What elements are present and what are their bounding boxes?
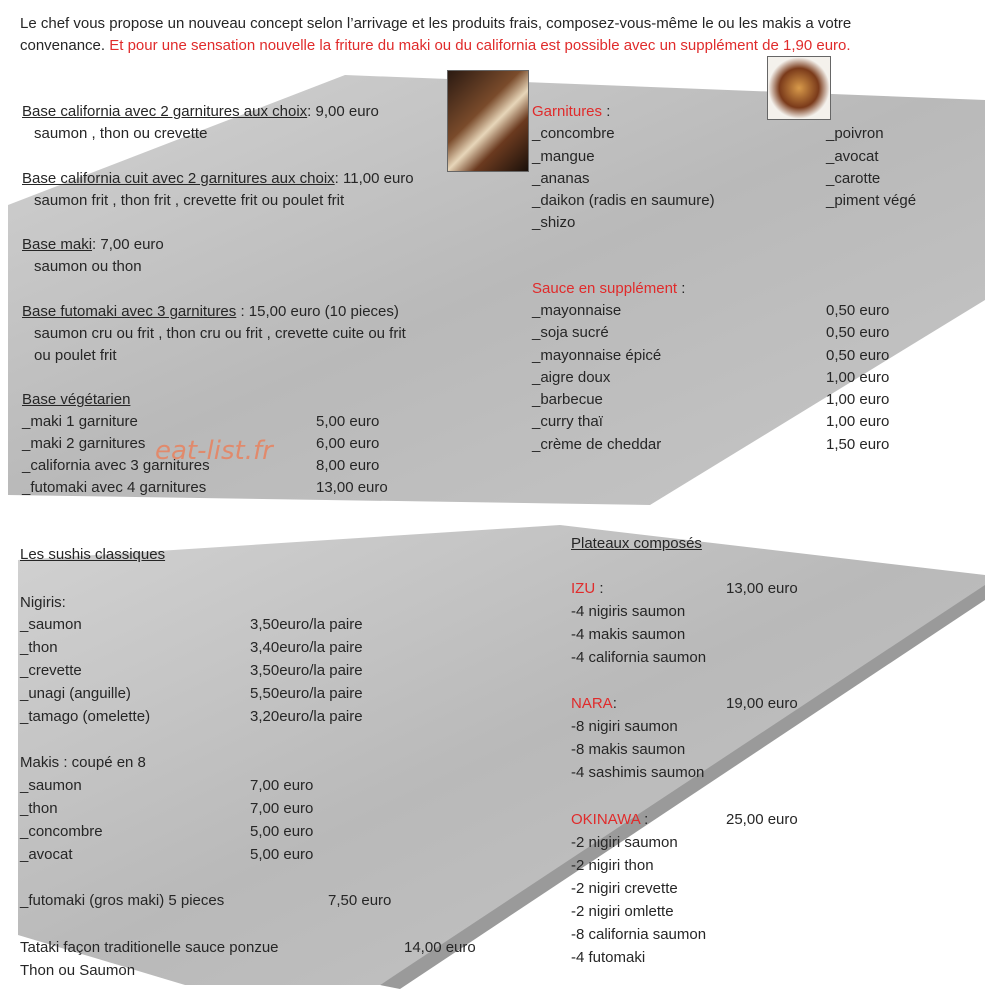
tataki-item: Tataki façon traditionelle sauce ponzue — [20, 939, 279, 956]
maki-item: _concombre — [20, 823, 103, 840]
intro-line-2 — [20, 36, 851, 56]
base-price: : 9,00 euro — [307, 103, 379, 120]
garniture-item: _mangue — [532, 148, 595, 165]
sauce-price: 0,50 euro — [826, 347, 890, 364]
plateau-price: 13,00 euro — [726, 580, 798, 597]
sauce-price: 1,00 euro — [826, 413, 890, 430]
garniture-item: _piment végé — [826, 192, 917, 209]
plateau-item: -2 nigiri crevette — [571, 880, 678, 897]
base-detail: saumon cru ou frit , thon cru ou frit , crevette cuite ou frit — [34, 325, 406, 342]
colon: : — [595, 580, 604, 597]
plateau-item: -8 makis saumon — [571, 741, 686, 758]
watermark: eat-list.fr — [155, 436, 273, 466]
plateau-item: -8 nigiri saumon — [571, 718, 678, 735]
sauce-label: Sauce en supplément — [532, 280, 678, 297]
base-title: Base california avec 2 garnitures aux choix — [22, 103, 308, 120]
veg-price: 13,00 euro — [316, 479, 388, 496]
nigiri-item: _tamago (omelette) — [20, 708, 151, 725]
maki-price: 5,00 euro — [250, 846, 314, 863]
nigiri-item: _saumon — [20, 616, 82, 633]
veg-item: _futomaki avec 4 garnitures — [22, 479, 207, 496]
makis-title: Makis : coupé en 8 — [20, 754, 146, 771]
sauce-item: _mayonnaise épicé — [532, 347, 662, 364]
intro-line-1: Le chef vous propose un nouveau concept selon l’arrivage et les produits frais, composez-vous-même le ou les makis a votre — [20, 15, 852, 32]
base-california-cuit — [22, 169, 414, 189]
colon: : — [612, 695, 617, 712]
plateau-name — [571, 579, 604, 599]
plateau-label: NARA — [571, 695, 613, 712]
plateau-item: -8 california saumon — [571, 926, 707, 943]
nigiris-title: Nigiris: — [20, 594, 66, 611]
sauce-item: _crème de cheddar — [532, 436, 662, 453]
nigiri-price: 3,50euro/la paire — [250, 616, 363, 633]
plateau-name — [571, 810, 648, 830]
maki-item: _thon — [20, 800, 58, 817]
base-detail: saumon ou thon — [34, 258, 142, 275]
nigiri-item: _crevette — [20, 662, 82, 679]
sauce-item: _aigre doux — [532, 369, 611, 386]
garniture-item: _carotte — [826, 170, 881, 187]
base-detail: saumon , thon ou crevette — [34, 125, 208, 142]
garniture-item: _concombre — [532, 125, 615, 142]
plateau-name — [571, 694, 617, 714]
plateau-label: IZU — [571, 580, 596, 597]
maki-item: _avocat — [20, 846, 73, 863]
plateau-label: OKINAWA — [571, 811, 640, 828]
maki-price: 7,00 euro — [250, 777, 314, 794]
plateau-item: -4 nigiris saumon — [571, 603, 686, 620]
intro-red: Et pour une sensation nouvelle la friture du maki ou du california est possible avec un supplément de 1,90 euro. — [109, 37, 851, 54]
sauce-price: 0,50 euro — [826, 324, 890, 341]
sauce-price: 1,00 euro — [826, 369, 890, 386]
maki-item: _saumon — [20, 777, 82, 794]
tataki-sub: Thon ou Saumon — [20, 962, 136, 979]
sauce-price: 1,00 euro — [826, 391, 890, 408]
tataki-price: 14,00 euro — [404, 939, 476, 956]
veg-item: _maki 1 garniture — [22, 413, 138, 430]
futomaki-price: 7,50 euro — [328, 892, 392, 909]
nigiri-price: 3,20euro/la paire — [250, 708, 363, 725]
maki-price: 7,00 euro — [250, 800, 314, 817]
base-title: Base california cuit avec 2 garnitures aux choix — [22, 170, 335, 187]
nigiri-item: _unagi (anguille) — [20, 685, 131, 702]
garniture-item: _poivron — [826, 125, 884, 142]
plateau-item: -4 sashimis saumon — [571, 764, 705, 781]
colon: : — [602, 103, 611, 120]
classiques-title: Les sushis classiques — [20, 546, 166, 563]
base-price: : 7,00 euro — [92, 236, 164, 253]
sauce-item: _mayonnaise — [532, 302, 622, 319]
plateau-price: 19,00 euro — [726, 695, 798, 712]
garnitures-label: Garnitures — [532, 103, 603, 120]
plateau-price: 25,00 euro — [726, 811, 798, 828]
base-price: : 15,00 euro (10 pieces) — [236, 303, 399, 320]
nigiri-price: 3,40euro/la paire — [250, 639, 363, 656]
sushi-photo-right — [767, 56, 831, 120]
base-detail-2: ou poulet frit — [34, 347, 117, 364]
plateau-item: -4 california saumon — [571, 649, 707, 666]
base-maki — [22, 235, 164, 255]
sushi-photo-left — [447, 70, 529, 172]
colon: : — [639, 811, 649, 828]
base-detail: saumon frit , thon frit , crevette frit ou poulet frit — [34, 192, 345, 209]
veg-item: _maki 2 garnitures — [22, 435, 146, 452]
garniture-item: _daikon (radis en saumure) — [532, 192, 715, 209]
veg-item: _california avec 3 garnitures — [22, 457, 210, 474]
base-title: Base futomaki avec 3 garnitures — [22, 303, 237, 320]
garniture-item: _shizo — [532, 214, 576, 231]
sauce-price: 1,50 euro — [826, 436, 890, 453]
colon: : — [677, 280, 686, 297]
intro-black: convenance. — [20, 37, 106, 54]
vegetarien-title: Base végétarien — [22, 391, 131, 408]
nigiri-price: 5,50euro/la paire — [250, 685, 363, 702]
base-title: Base maki — [22, 236, 93, 253]
plateau-item: -4 makis saumon — [571, 626, 686, 643]
sauce-title — [532, 279, 685, 299]
sauce-item: _soja sucré — [532, 324, 609, 341]
plateaux-title: Plateaux composés — [571, 535, 702, 552]
sauce-price: 0,50 euro — [826, 302, 890, 319]
garniture-item: _avocat — [826, 148, 879, 165]
nigiri-item: _thon — [20, 639, 58, 656]
base-futomaki — [22, 302, 399, 322]
nigiri-price: 3,50euro/la paire — [250, 662, 363, 679]
veg-price: 6,00 euro — [316, 435, 380, 452]
sauce-item: _curry thaï — [532, 413, 603, 430]
plateau-item: -2 nigiri omlette — [571, 903, 674, 920]
base-price: : 11,00 euro — [334, 170, 414, 187]
garnitures-title — [532, 102, 610, 122]
plateau-item: -2 nigiri saumon — [571, 834, 678, 851]
base-california — [22, 102, 379, 122]
veg-price: 5,00 euro — [316, 413, 380, 430]
maki-price: 5,00 euro — [250, 823, 314, 840]
futomaki-item: _futomaki (gros maki) 5 pieces — [20, 892, 225, 909]
veg-price: 8,00 euro — [316, 457, 380, 474]
plateau-item: -4 futomaki — [571, 949, 646, 966]
garniture-item: _ananas — [532, 170, 590, 187]
plateau-item: -2 nigiri thon — [571, 857, 654, 874]
sauce-item: _barbecue — [532, 391, 603, 408]
